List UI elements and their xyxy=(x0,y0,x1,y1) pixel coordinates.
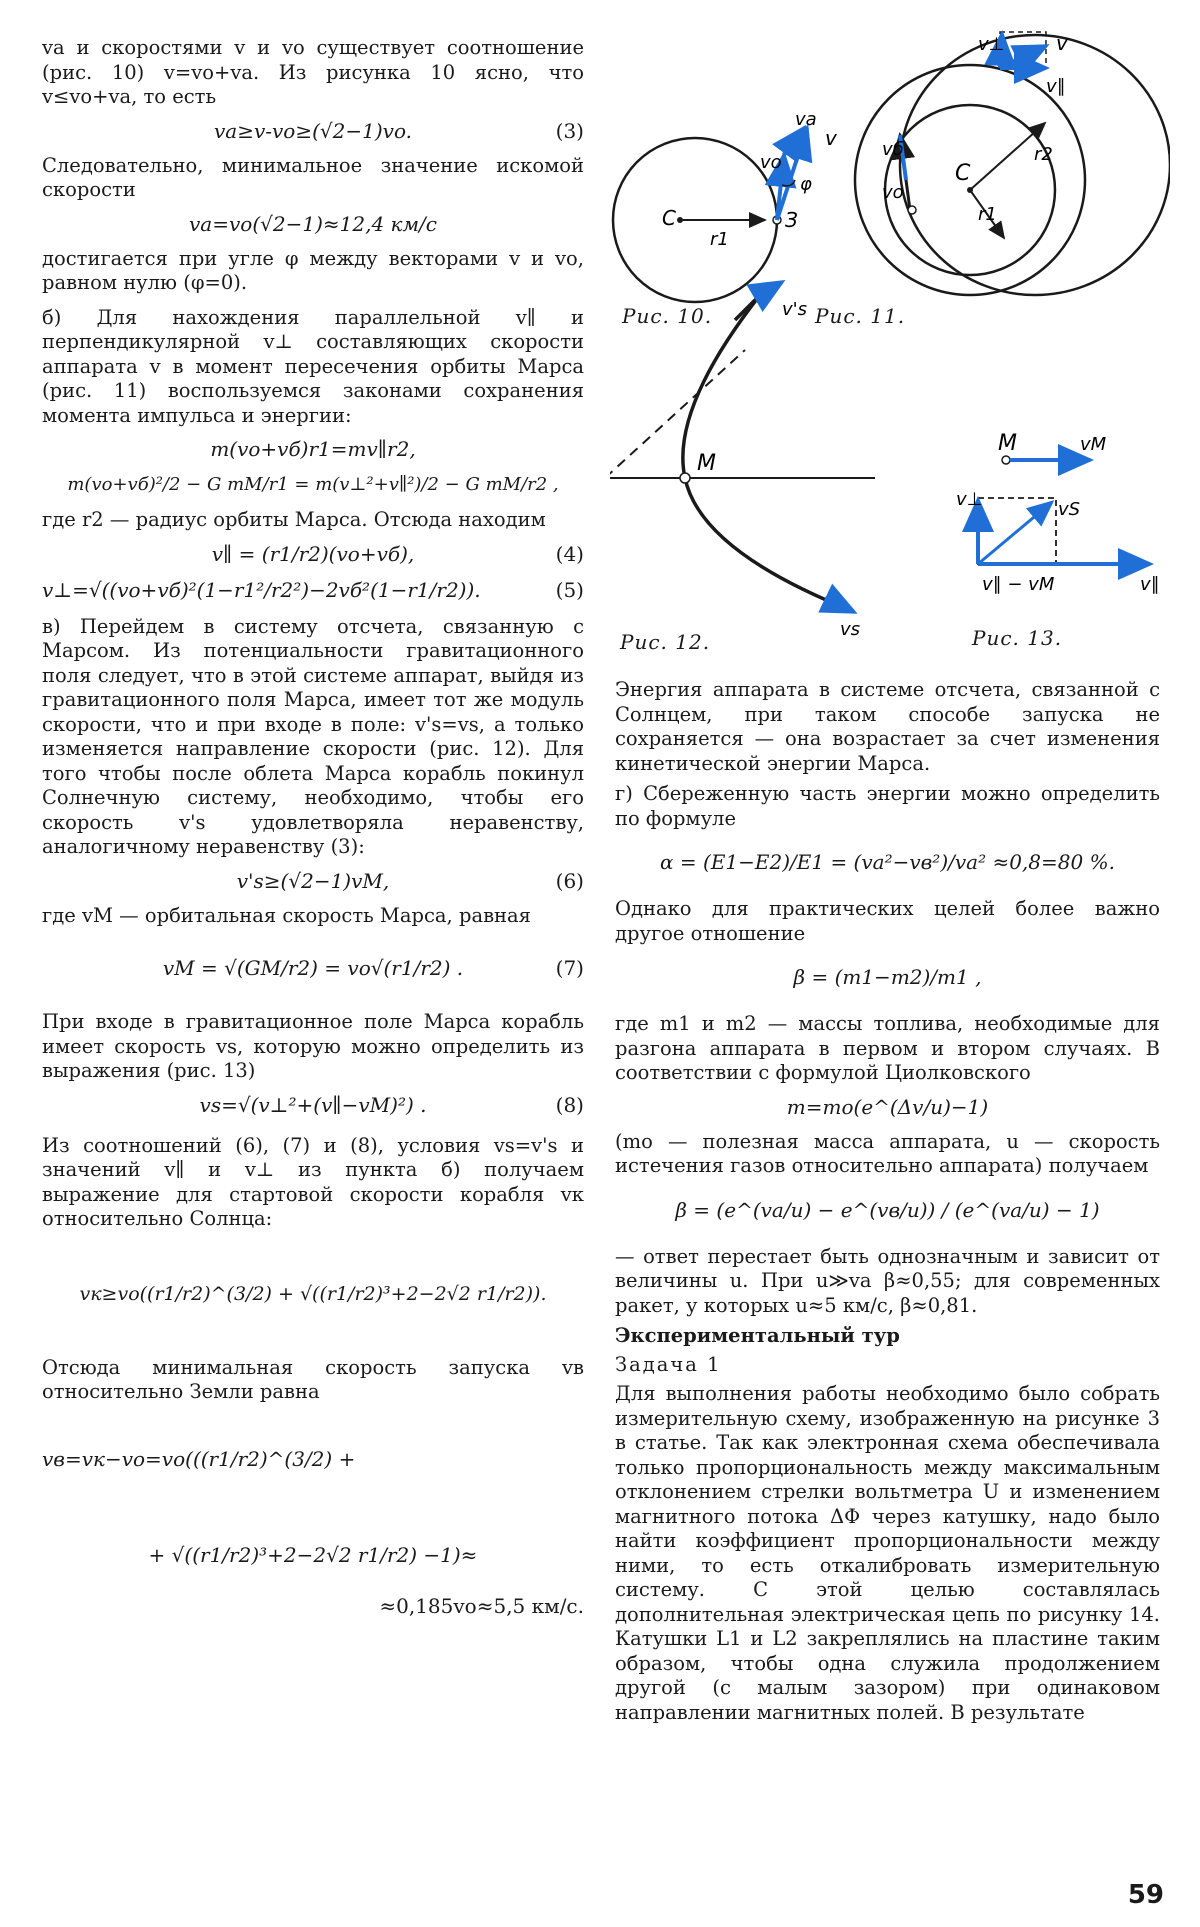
paragraph: Следовательно, минимальное значение искомой скорости xyxy=(42,153,584,201)
label-phi: φ xyxy=(800,174,812,195)
label-vm: vM xyxy=(1080,434,1107,455)
center-point xyxy=(677,217,683,223)
equation-7 xyxy=(42,936,584,1000)
equation-text: v⊥=√((vo+vб)²(1−r1²/r2²)−2vб²(1−r1/r2)). xyxy=(42,577,481,602)
paragraph: Однако для практических целей более важно другое отношение xyxy=(615,897,1160,945)
path-out xyxy=(735,295,760,320)
task-heading: Задача 1 xyxy=(615,1353,722,1376)
equation-beta: β = (m1−m2)/m1 , xyxy=(793,965,982,989)
figure-10 xyxy=(613,109,838,302)
equation-momentum: m(vo+vб)r1=mv∥r2, xyxy=(210,437,416,461)
paragraph: где r2 — радиус орбиты Марса. Отсюда находим xyxy=(42,508,546,531)
equation-8 xyxy=(42,1092,584,1118)
equation-vb-line1: vв=vк−vo=vo(((r1/r2)^(3/2) + xyxy=(42,1446,356,1471)
paragraph: Энергия аппарата в системе отсчета, связанной с Солнцем, при таком способе запуска не сохраняется — она возрастает за счет изменения кинетической энергии Марса. xyxy=(615,678,1160,775)
label-vs: vS xyxy=(1058,499,1081,520)
equation-tsiolkovsky: m=mo(e^(Δv/u)−1) xyxy=(786,1094,989,1119)
label-r2: r2 xyxy=(1034,144,1053,165)
paragraph: г) Сбереженную часть энергии можно определить по формуле xyxy=(615,782,1160,830)
equation-4 xyxy=(42,541,584,567)
figure-13 xyxy=(956,431,1160,595)
caption-fig12: Рис. 12. xyxy=(620,630,711,654)
equation-text: v's≥(√2−1)vM, xyxy=(236,868,390,893)
label-vperp: v⊥ xyxy=(956,489,983,510)
label-vo: vo xyxy=(760,152,782,173)
label-v: v xyxy=(1056,31,1068,55)
label-vperp: v⊥ xyxy=(978,34,1005,55)
label-vs-out: v's xyxy=(782,299,807,320)
label-c: C xyxy=(955,161,971,186)
section-heading: Экспериментальный тур xyxy=(615,1324,900,1347)
equation-6 xyxy=(42,868,584,894)
label-vpar: v∥ xyxy=(1140,574,1160,595)
vector-v xyxy=(1000,46,1046,68)
paragraph: va и скоростями v и vo существует соотношение (рис. 10) v=vo+va. Из рисунка 10 ясно, что v≤vo+va, то есть xyxy=(42,36,584,108)
left-column xyxy=(42,30,584,1629)
paragraph: — ответ перестает быть однозначным и зависит от величины u. При u≫va β≈0,55; для современных ракет, у которых u≈5 км/с, β≈0,81. xyxy=(615,1244,1160,1317)
transfer-ellipse xyxy=(900,35,1170,295)
label-vb: vб xyxy=(882,139,904,160)
equation-number: (4) xyxy=(555,541,584,566)
equation-3 xyxy=(42,118,584,144)
label-z: З xyxy=(785,208,798,232)
equation-alpha: α = (E1−E2)/E1 = (va²−vв²)/va² ≈0,8=80 %. xyxy=(660,850,1115,874)
equation-vk: vк≥vo((r1/r2)^(3/2) + √((r1/r2)³+2−2√2 r1/r2)). xyxy=(79,1282,547,1305)
equation-text: v∥ = (r1/r2)(vo+vб), xyxy=(211,541,415,566)
equation-number: (8) xyxy=(555,1092,584,1117)
label-m: M xyxy=(998,431,1017,456)
label-vo: vo xyxy=(882,182,904,203)
equation-5 xyxy=(42,577,584,603)
paragraph: достигается при угле φ между векторами v и vo, равном нулю (φ=0). xyxy=(42,246,584,294)
paragraph: Для выполнения работы необходимо было собрать измерительную схему, изображенную на рисунке 3 в статье. Так как электронная схема обеспечивала только пропорциональность между максимальным отклонением стрелки вольтметра U и изменением магнитного потока ΔΦ через катушку, надо было найти коэффициент пропорциональности между ними, то есть откалибровать измерительную систему. С этой целью составлялась дополнительная электрическая цепь по рисунку 14. Катушки L1 и L2 закреплялись на пластине таким образом, чтобы одна служила продолжением другой (с малым зазором) при одинаковом направлении магнитных полей. В результате xyxy=(615,1382,1160,1724)
paragraph: (mo — полезная масса аппарата, u — скорость истечения газов относительно аппарата) получаем xyxy=(615,1129,1160,1177)
equation-number: (5) xyxy=(555,577,584,602)
label-c: C xyxy=(662,206,676,230)
figure-11 xyxy=(855,31,1170,295)
paragraph: где m1 и m2 — массы топлива, необходимые для разгона аппарата в первом и втором случаях. В соответствии с формулой Циолковского xyxy=(615,1012,1160,1084)
caption-fig10: Рис. 10. xyxy=(622,304,713,328)
paragraph: где vM — орбитальная скорость Марса, равная xyxy=(42,903,531,927)
caption-fig13: Рис. 13. xyxy=(972,626,1063,650)
equation-text: vs=√(v⊥²+(v∥−vM)²) . xyxy=(199,1092,427,1117)
equation-text: vM = √(GM/r2) = vo√(r1/r2) . xyxy=(162,956,464,980)
vector-vs xyxy=(978,502,1052,564)
label-m: M xyxy=(697,451,716,476)
equation-beta-2: β = (e^(va/u) − e^(vв/u)) / (e^(va/u) − 1) xyxy=(675,1197,1100,1222)
paragraph: При входе в гравитационное поле Марса корабль имеет скорость vs, которую можно определить из выражения (рис. 13) xyxy=(42,1010,584,1082)
vector-vs-out xyxy=(760,282,782,295)
start-point xyxy=(908,206,916,214)
equation-vb-line2: + √((r1/r2)³+2−2√2 r1/r2) −1)≈ xyxy=(148,1542,478,1567)
caption-fig11: Рис. 11. xyxy=(815,304,906,328)
paragraph: в) Перейдем в систему отсчета, связанную с Марсом. Из потенциальности гравитационного поля следует, что в этой системе аппарат, выйдя из гравитационного поля Марса, имеет тот же модуль скорости, что и при входе в поле: v's=vs, а только изменяется направление скорости (рис. 12). Для того чтобы после облета Марса корабль покинул Солнечную систему, необходимо, чтобы его скорость v's удовлетворяла неравенству, аналогичному неравенству (3): xyxy=(42,614,584,858)
equation-energy: m(vo+vб)²/2 − G mM/r1 = m(v⊥²+v∥²)/2 − G mM/r2 , xyxy=(67,474,559,495)
figure-12 xyxy=(610,282,875,640)
paragraph: Отсюда минимальная скорость запуска vв относительно Земли равна xyxy=(42,1355,584,1403)
equation-min-velocity: va=vo(√2−1)≈12,4 км/с xyxy=(189,211,437,236)
label-v: v xyxy=(825,126,837,150)
figures-panel xyxy=(610,20,1170,660)
right-column xyxy=(615,678,1160,1731)
label-r1: r1 xyxy=(978,204,997,225)
paragraph: Из соотношений (6), (7) и (8), условия vs=v's и значений v∥ и v⊥ из пункта б) получаем выражение для стартовой скорости корабля vк относительно Солнца: xyxy=(42,1133,584,1230)
label-vpar: v∥ xyxy=(1046,76,1066,97)
paragraph: б) Для нахождения параллельной v∥ и перпендикулярной v⊥ составляющих скорости аппарата v в момент пересечения орбиты Марса (рис. 11) воспользуемся законами сохранения момента импульса и энергии: xyxy=(42,305,584,427)
equation-text: va≥v-vo≥(√2−1)vo. xyxy=(213,118,413,143)
page-number: 59 xyxy=(1127,1880,1164,1910)
label-r1: r1 xyxy=(710,229,729,250)
mars-point xyxy=(680,473,690,483)
label-va: va xyxy=(795,109,817,130)
equation-number: (7) xyxy=(555,956,584,980)
mars-point xyxy=(1002,456,1010,464)
equation-number: (6) xyxy=(555,868,584,893)
vector-vs-in xyxy=(825,598,854,612)
equation-vb-line3: ≈0,185vo≈5,5 км/с. xyxy=(379,1593,584,1618)
label-vs-in: vs xyxy=(840,619,861,640)
equation-number: (3) xyxy=(555,118,584,143)
label-vdiff: v∥ − vM xyxy=(982,574,1055,595)
asymptote-line xyxy=(610,350,745,478)
